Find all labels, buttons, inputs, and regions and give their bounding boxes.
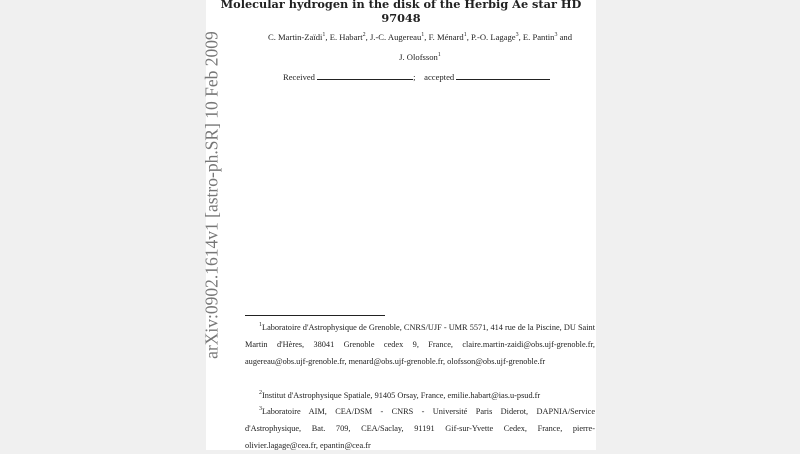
author: J. Olofsson$^1$: [399, 51, 441, 62]
accepted-label: accepted: [424, 72, 455, 82]
footnote-rule: [245, 315, 385, 316]
received-accepted-line: [283, 72, 550, 82]
paper-page: [206, 0, 596, 450]
author: E. Pantin$^3$ and: [522, 31, 572, 42]
author-list: [240, 26, 600, 66]
arxiv-stamp: arXiv:0902.1614v1 [astro-ph.SR] 10 Feb 2009: [201, 31, 222, 359]
footnote-1: $^1$Laboratoire d'Astrophysique de Grenoble, CNRS/UJF - UMR 5571, 414 rue de la Piscine, DU Saint Martin d'Hères, 38041 Grenoble cedex 9, France, claire.martin-zaidi@obs.ujf-grenoble.fr, augereau@obs.ujf-grenoble.fr, menard@obs.ujf-grenoble.fr, olofsson@obs.ujf-grenoble.fr: [245, 322, 595, 366]
author: J.-C. Augereau$^1$,: [369, 31, 429, 42]
separator: ;: [413, 72, 416, 82]
footnote-3: $^3$Laboratoire AIM, CEA/DSM - CNRS - Université Paris Diderot, DAPNIA/Service d'Astrophysique, Bat. 709, CEA/Saclay, 91191 Gif-sur-Yvette Cedex, France, pierre-olivier.lagage@cea.fr, epantin@cea.fr: [245, 406, 595, 450]
paper-title: Molecular hydrogen in the disk of the Herbig Ae star HD 97048: [220, 0, 582, 25]
author: F. Ménard$^1$,: [428, 31, 471, 42]
author: P.-O. Lagage$^3$,: [470, 31, 523, 42]
received-label: Received: [283, 72, 315, 82]
author: C. Martin-Zaïdi$^1$,: [268, 31, 330, 42]
accepted-blank: [456, 79, 550, 80]
footnote-2: $^2$Institut d'Astrophysique Spatiale, 91405 Orsay, France, emilie.habart@ias.u-psud.fr: [259, 390, 541, 400]
received-blank: [317, 79, 413, 80]
author: E. Habart$^2$,: [329, 31, 370, 42]
